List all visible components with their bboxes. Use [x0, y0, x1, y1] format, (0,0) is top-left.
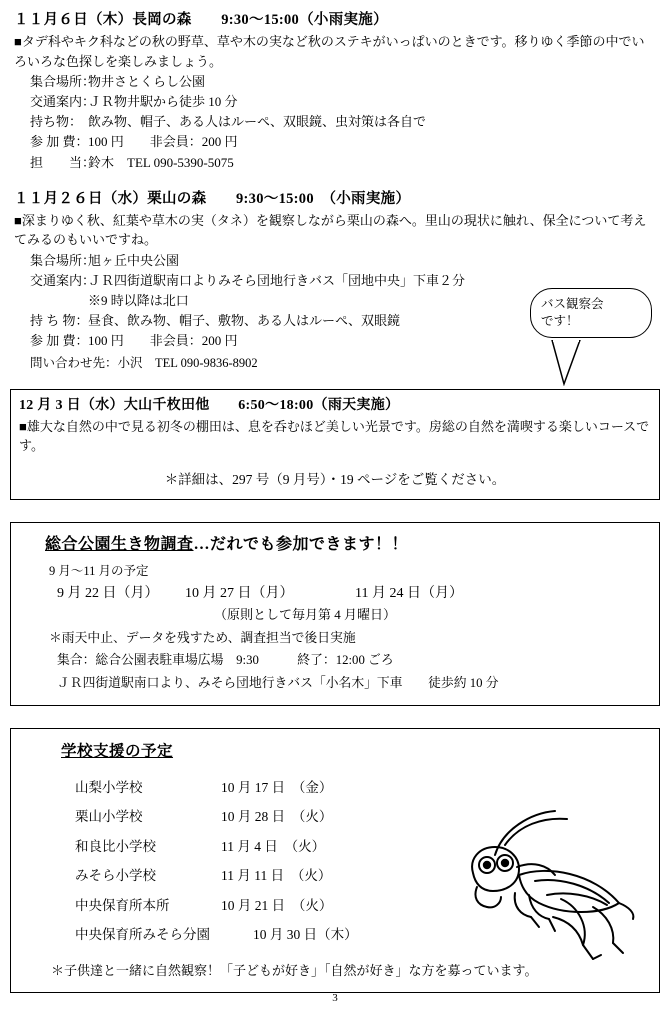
school-name: みそら小学校 [75, 868, 156, 884]
detail-value: ＪＲ四街道駅南口よりみそら団地行きバス「団地中央」下車２分 [88, 272, 466, 288]
school-name: 山梨小学校 [75, 779, 143, 795]
detail-value: 100 円 非会員：200 円 [88, 134, 238, 150]
detail-label: 持ち物： [30, 114, 83, 130]
event-title: １１月６日（木）長岡の森 9:30～15:00（小雨実施） [14, 12, 388, 28]
school-date: 10 月 17 日 （金） [221, 779, 333, 795]
event-detail-rows [14, 72, 656, 173]
bubble-line-1: バス観察会 [541, 297, 604, 311]
school-date: 11 月 11 日 （火） [221, 868, 332, 884]
survey-title-main: 総合公園生き物調査 [45, 536, 194, 554]
detail-row [14, 251, 656, 271]
survey-title [23, 533, 647, 556]
detail-row [14, 92, 656, 112]
detail-value: 旭ヶ丘中央公園 [88, 252, 180, 268]
detail-label: 参 加 費： [30, 134, 89, 150]
event-block-1 [0, 0, 670, 173]
event-description: ■雄大な自然の中で見る初冬の棚田は、息を呑むほど美しい光景です。房総の自然を満喫する楽しいコースです。 [19, 418, 650, 454]
detail-label: 集合場所： [30, 74, 96, 90]
detail-label: 交通案内： [30, 94, 96, 110]
page-number: 3 [332, 992, 338, 1005]
detail-value: 物井さとくらし公園 [88, 74, 206, 90]
detail-label: 持 ち 物： [30, 313, 89, 329]
survey-note: ＊雨天中止、データを残すため、調査担当で後日実施 [49, 630, 356, 645]
survey-meeting: 集合：総合公園表駐車場広場 9:30 終了：12:00 ごろ [57, 653, 394, 668]
survey-access: ＪＲ四街道駅南口より、みそら団地行きバス「小名木」下車 徒歩約 10 分 [57, 675, 499, 690]
detail-value: 鈴木 TEL 090-5390-5075 [88, 154, 234, 170]
survey-date: 10 月 27 日（月） [185, 585, 294, 601]
detail-value: 昼食、飲み物、帽子、敷物、ある人はルーペ、双眼鏡 [88, 313, 401, 329]
detail-value: ※9 時以降は北口 [88, 293, 189, 309]
detail-value: 飲み物、帽子、ある人はルーペ、双眼鏡、虫対策は各自で [88, 114, 427, 130]
school-date: 10 月 30 日（木） [253, 927, 358, 943]
school-name: 和良比小学校 [75, 838, 156, 854]
detail-row [14, 132, 656, 152]
school-name: 栗山小学校 [75, 809, 143, 825]
school-row [23, 773, 647, 802]
speech-bubble-body [530, 288, 652, 338]
school-name: 中央保育所みそら分園 [75, 927, 210, 943]
detail-reference: ＊詳細は、297 号（9 月号）・19 ページをご覧ください。 [164, 471, 506, 487]
detail-label: 集合場所： [30, 252, 96, 268]
detail-label: 担 当： [30, 154, 96, 170]
event-title: １１月２６日（水）栗山の森 9:30～15:00 （小雨実施） [14, 190, 411, 207]
speech-bubble [530, 288, 652, 338]
boxed-event-block [10, 389, 660, 501]
survey-schedule-label: 9 月～11 月の予定 [49, 563, 149, 578]
school-date: 10 月 21 日 （火） [221, 897, 333, 913]
detail-row [14, 72, 656, 92]
bubble-line-2: です！ [541, 313, 579, 328]
detail-value: ＪＲ物井駅から徒歩 10 分 [88, 94, 238, 110]
school-support-panel [10, 728, 660, 994]
grasshopper-illustration [443, 803, 643, 973]
survey-dates [23, 584, 647, 604]
school-name: 中央保育所本所 [75, 897, 170, 913]
event-title: 12 月 3 日（水）大山千枚田他 6:50～18:00（雨天実施） [19, 397, 400, 413]
survey-panel [10, 522, 660, 705]
event-description: ■深まりゆく秋、紅葉や草木の実（タネ）を観察しながら栗山の森へ。里山の現状に触れ、保全について考えてみるのもいいですね。 [14, 212, 647, 248]
survey-rule: （原則として毎月第 4 月曜日） [213, 607, 396, 623]
school-footnote: ＊子供達と一緒に自然観察！「子どもが好き」「自然が好き」な方を募っています。 [51, 962, 538, 978]
detail-row [14, 112, 656, 132]
survey-date: 11 月 24 日（月） [355, 585, 463, 601]
survey-title-sub: …だれでも参加できます！！ [193, 536, 409, 554]
detail-label [14, 291, 88, 311]
detail-label: 交通案内： [30, 272, 96, 288]
detail-value: 100 円 非会員：200 円 [88, 333, 238, 349]
detail-label: 参 加 費： [30, 333, 89, 349]
detail-row [14, 153, 656, 173]
school-date: 10 月 28 日 （火） [221, 809, 333, 825]
school-date: 11 月 4 日 （火） [221, 838, 326, 854]
school-support-title-text: 学校支援の予定 [61, 742, 174, 760]
survey-date: 9 月 22 日（月） [57, 585, 159, 601]
contact-line: 問い合わせ先：小沢 TEL 090-9836-8902 [30, 356, 258, 371]
event-description: ■タデ科やキク科などの秋の野草、草や木の実など秋のステキがいっぱいのときです。移りゆく季節の中でいろいろな色探しを楽しみましょう。 [14, 34, 645, 69]
school-support-title [23, 741, 647, 763]
